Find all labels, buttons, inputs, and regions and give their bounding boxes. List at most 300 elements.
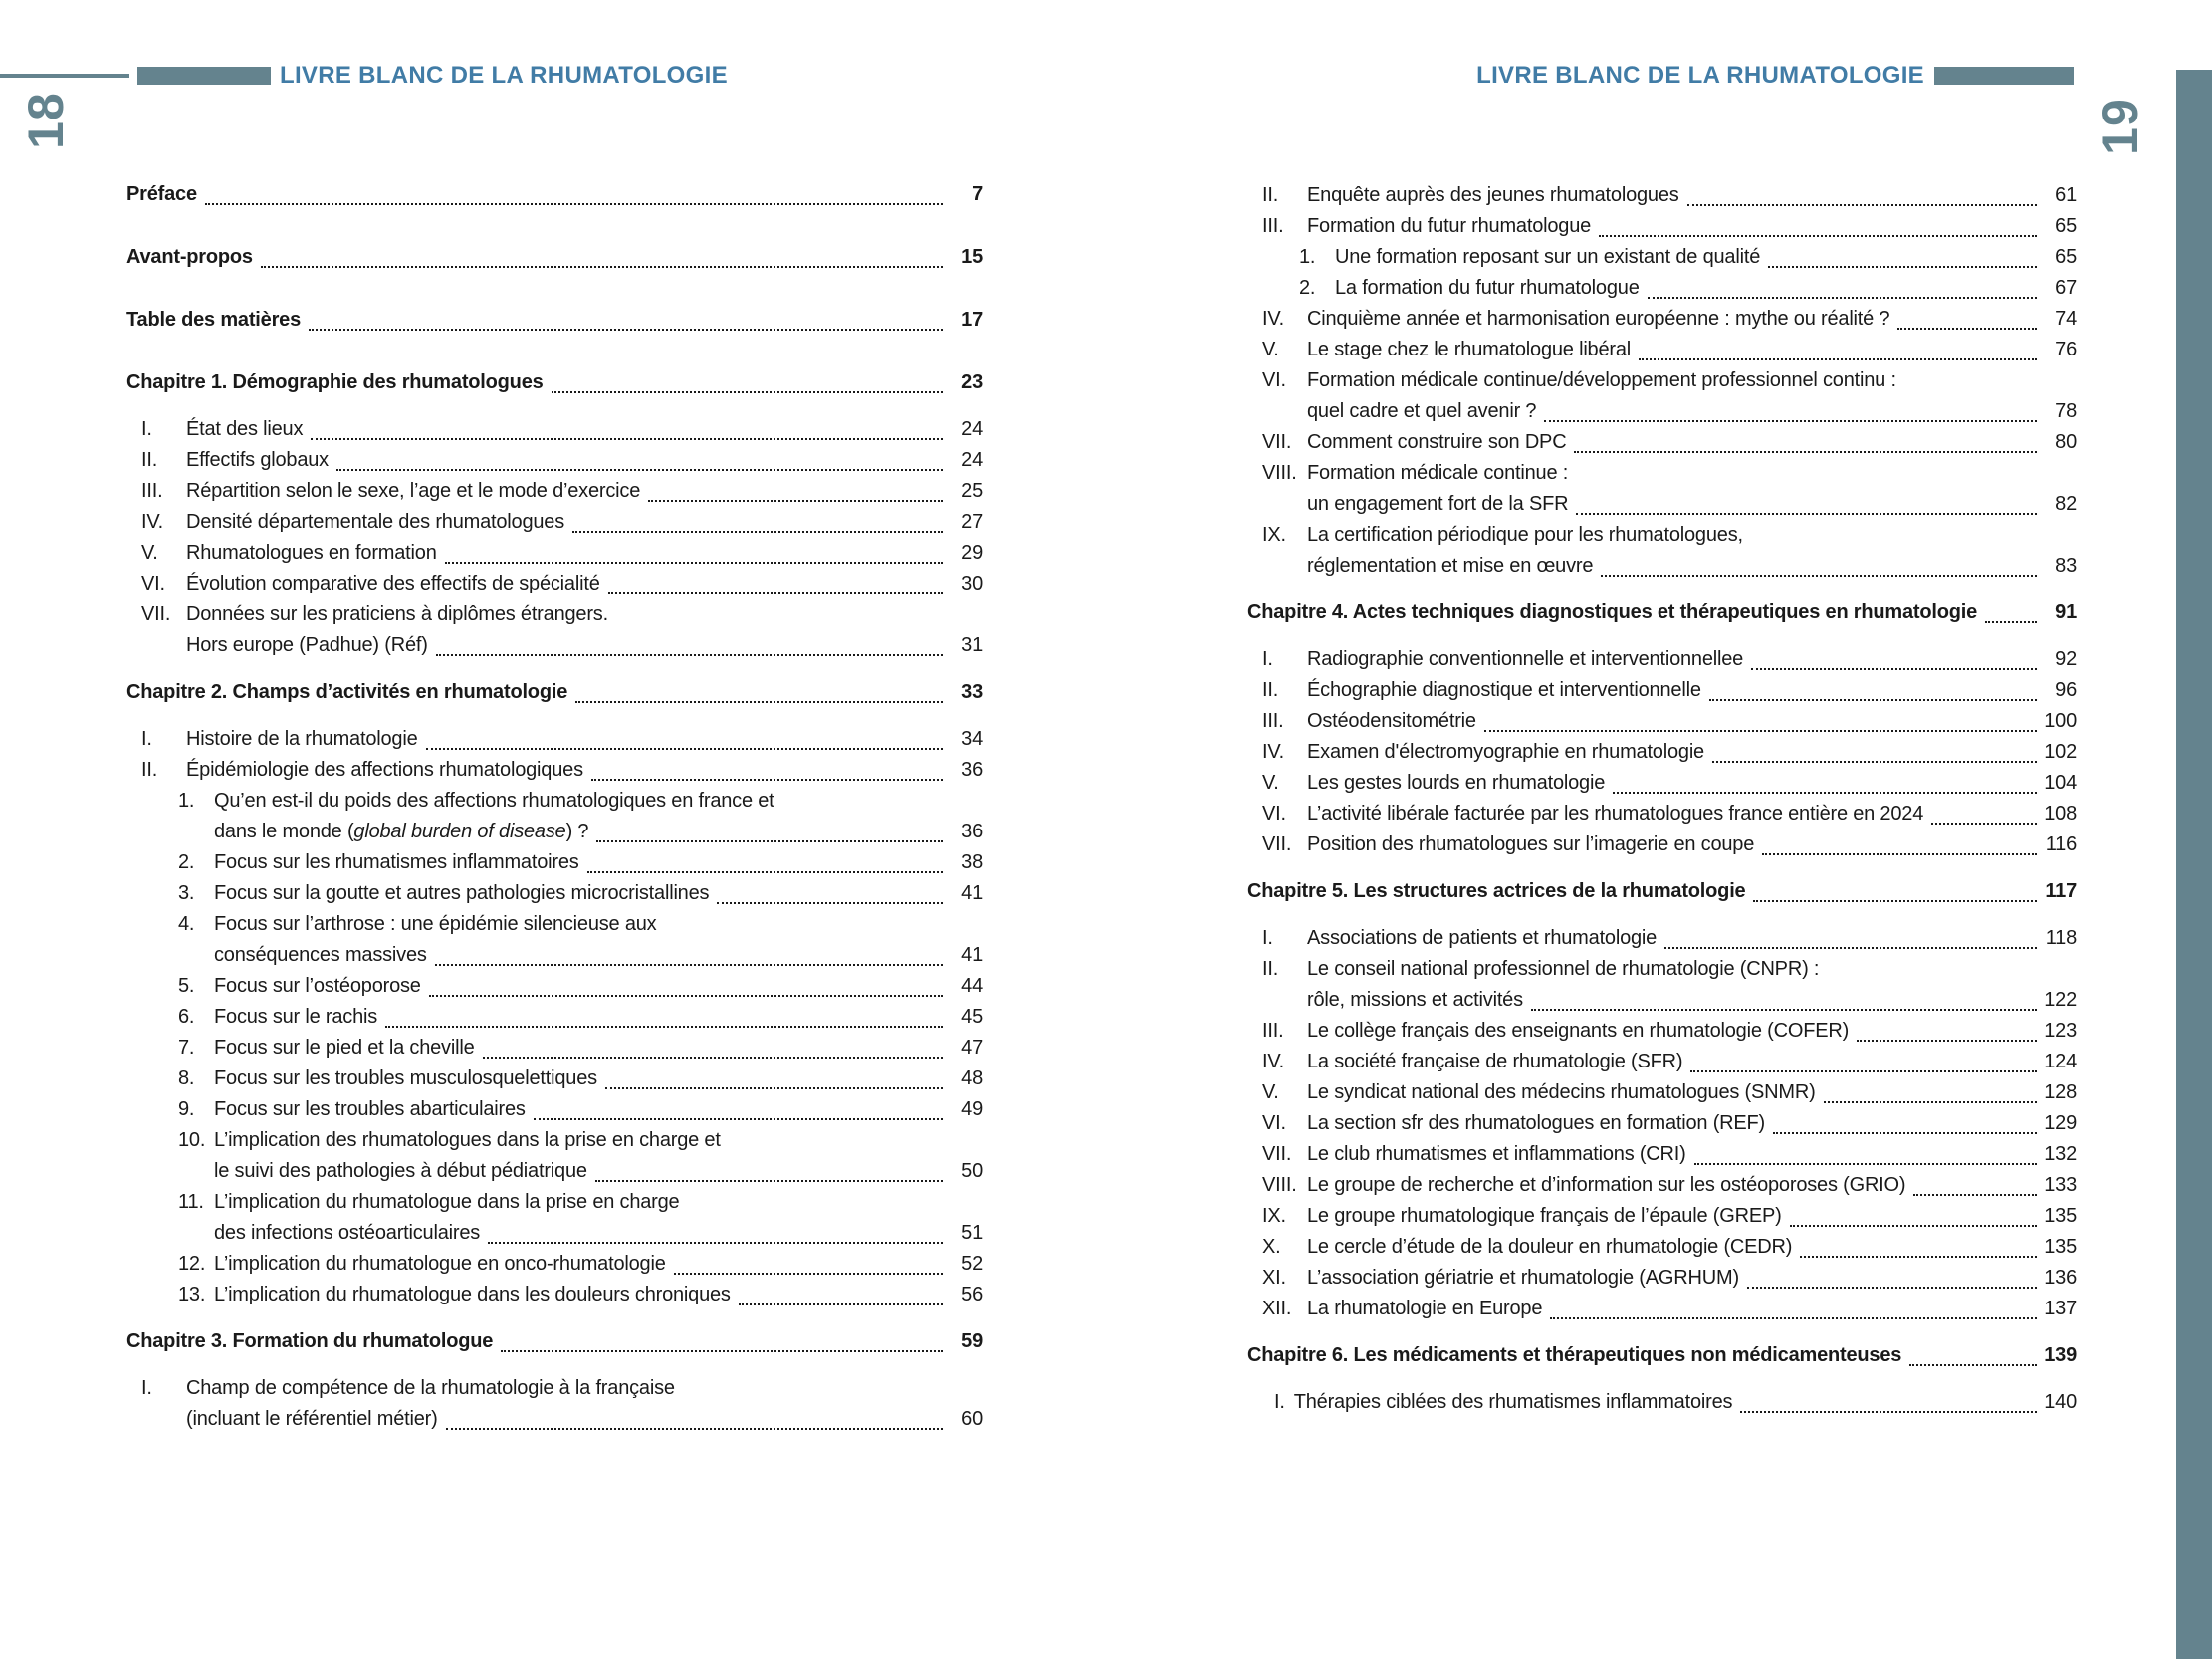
toc-item-entry[interactable] [126,507,983,538]
toc-item-entry[interactable] [126,724,983,755]
dotted-leader [488,1242,943,1244]
toc-line [1247,768,2077,799]
toc-item-entry[interactable] [1247,923,2077,954]
entry-title: Formation du futur rhumatologue [1307,215,1592,237]
entry-title: Chapitre 6. Les médicaments et thérapeutiques non médicamenteuses [1247,1344,1902,1366]
entry-title: Position des rhumatologues sur l’imagerie en coupe [1307,833,1755,855]
entry-numeral: 10. [178,1129,206,1151]
entry-numeral: 7. [178,1037,195,1059]
entry-numeral: IV. [1262,741,1285,763]
entry-title: Répartition selon le sexe, l’age et le mode d’exercice [186,480,641,502]
entry-page-number: 133 [2044,1174,2077,1196]
toc-line [1247,180,2077,211]
entry-title: Effectifs globaux [186,449,329,471]
toc-chapter-entry[interactable] [1247,597,2077,628]
dotted-leader [1550,1317,2037,1319]
dotted-leader [1753,900,2037,902]
toc-line [126,1249,983,1280]
dotted-leader [591,779,943,781]
entry-numeral: VI. [1262,1112,1286,1134]
dotted-leader [501,1350,943,1352]
entry-page-number: 36 [961,759,983,781]
toc-line [1247,830,2077,860]
toc-chapter-entry[interactable] [126,677,983,708]
dotted-leader [1712,761,2037,763]
toc-line [126,1187,983,1218]
dotted-leader [1762,853,2037,855]
toc-line [1247,706,2077,737]
entry-page-number: 36 [961,821,983,842]
entry-page-number: 104 [2044,772,2077,794]
entry-title: Le collège français des enseignants en rhumatologie (COFER) [1307,1020,1850,1042]
dotted-leader [1909,1364,2037,1366]
entry-page-number: 7 [972,183,983,205]
toc-line [126,909,983,940]
entry-title: Focus sur le rachis [214,1006,378,1028]
entry-page-number: 34 [961,728,983,750]
toc-item-entry[interactable] [126,1249,983,1280]
dotted-leader [446,1428,943,1430]
entry-title: Examen d'électromyographie en rhumatologie [1307,741,1704,763]
running-title-right: LIVRE BLANC DE LA RHUMATOLOGIE [1476,62,1924,89]
toc-item-entry[interactable] [126,971,983,1002]
dotted-leader [1857,1040,2037,1042]
entry-numeral: V. [1262,772,1279,794]
page-number-right: 19 [2093,98,2148,155]
toc-line [1247,396,2077,427]
dotted-leader [1824,1101,2037,1103]
dotted-leader [311,438,943,440]
entry-title: Formation médicale continue : [1307,462,1569,484]
entry-numeral: III. [1262,710,1284,732]
entry-numeral: III. [1262,1020,1284,1042]
entry-title: Épidémiologie des affections rhumatologiques [186,759,583,781]
toc-line [126,940,983,971]
entry-numeral: XII. [1262,1298,1292,1319]
entry-numeral: II. [141,449,158,471]
entry-page-number: 76 [2055,339,2077,360]
entry-page-number: 29 [961,542,983,564]
entry-numeral: VI. [141,573,165,594]
toc-item-entry[interactable] [1247,954,2077,1016]
entry-page-number: 123 [2044,1020,2077,1042]
dotted-leader [309,329,943,331]
entry-title: La rhumatologie en Europe [1307,1298,1543,1319]
entry-title: Focus sur les rhumatismes inflammatoires [214,851,579,873]
entry-title: L’implication des rhumatologues dans la prise en charge et [214,1129,721,1151]
header-bar-left [137,67,271,85]
entry-page-number: 23 [961,371,983,393]
toc-line [126,1094,983,1125]
toc-item-entry[interactable] [126,878,983,909]
entry-page-number: 135 [2044,1236,2077,1258]
toc-item-entry[interactable] [1247,799,2077,830]
toc-item-entry[interactable] [1247,1232,2077,1263]
dotted-leader [483,1057,943,1059]
toc-left-page [126,179,983,1435]
toc-item-entry[interactable] [1247,242,2077,273]
entry-title: Comment construire son DPC [1307,431,1567,453]
dotted-leader [605,1087,943,1089]
entry-numeral: XI. [1262,1267,1286,1289]
entry-numeral: I. [1262,648,1273,670]
entry-title: Qu’en est-il du poids des affections rhumatologiques en france et [214,790,774,812]
entry-page-number: 25 [961,480,983,502]
dotted-leader [595,1180,943,1182]
entry-page-number: 31 [961,634,983,656]
dotted-leader [205,203,943,205]
dotted-leader [1576,513,2037,515]
toc-item-entry[interactable] [126,1094,983,1125]
toc-front-entry[interactable] [126,242,983,273]
entry-page-number: 102 [2044,741,2077,763]
entry-title: Cinquième année et harmonisation européenne : mythe ou réalité ? [1307,308,1890,330]
toc-item-entry[interactable] [1247,1016,2077,1047]
toc-line [1247,1201,2077,1232]
entry-numeral: X. [1262,1236,1281,1258]
entry-page-number: 78 [2055,400,2077,422]
entry-title: Préface [126,183,197,205]
dotted-leader [717,902,943,904]
toc-item-entry[interactable] [126,538,983,569]
toc-item-entry[interactable] [126,445,983,476]
toc-item-entry[interactable] [126,1125,983,1187]
entry-title: Une formation reposant sur un existant de qualité [1335,246,1761,268]
entry-numeral: VIII. [1262,462,1297,484]
toc-line [126,971,983,1002]
toc-line [126,677,983,708]
toc-line [126,1033,983,1064]
entry-numeral: IX. [1262,1205,1286,1227]
entry-page-number: 44 [961,975,983,997]
toc-item-entry[interactable] [1247,335,2077,365]
entry-page-number: 92 [2055,648,2077,670]
entry-page-number: 27 [961,511,983,533]
dotted-leader [1790,1225,2037,1227]
toc-line [1247,876,2077,907]
entry-page-number: 135 [2044,1205,2077,1227]
toc-item-entry[interactable] [1247,1387,2077,1418]
toc-line [1247,489,2077,520]
toc-item-entry[interactable] [1247,520,2077,582]
entry-numeral: IV. [141,511,164,533]
entry-title: Associations de patients et rhumatologie [1307,927,1658,949]
toc-line [126,1156,983,1187]
toc-chapter-entry[interactable] [126,367,983,398]
entry-numeral: 5. [178,975,195,997]
dotted-leader [1687,204,2037,206]
entry-numeral: V. [1262,339,1279,360]
entry-page-number: 33 [961,681,983,703]
entry-numeral: V. [141,542,158,564]
entry-page-number: 51 [961,1222,983,1244]
toc-item-entry[interactable] [1247,458,2077,520]
entry-title: L’association gériatrie et rhumatologie (AGRHUM) [1307,1267,1739,1289]
entry-title: Focus sur l’arthrose : une épidémie silencieuse aux [214,913,657,935]
toc-line [1247,551,2077,582]
entry-title: Ostéodensitométrie [1307,710,1476,732]
entry-page-number: 122 [2044,989,2077,1011]
toc-line [1247,1263,2077,1294]
toc-line [126,1064,983,1094]
toc-item-entry[interactable] [126,1002,983,1033]
dotted-leader [1574,451,2037,453]
entry-title: Enquête auprès des jeunes rhumatologues [1307,184,1679,206]
entry-title: Avant-propos [126,246,253,268]
dotted-leader [1773,1132,2037,1134]
toc-chapter-entry[interactable] [1247,1340,2077,1371]
toc-item-entry[interactable] [1247,1139,2077,1170]
entry-page-number: 30 [961,573,983,594]
entry-title: L’implication du rhumatologue dans les douleurs chroniques [214,1284,731,1305]
toc-line [126,724,983,755]
entry-page-number: 59 [961,1330,983,1352]
toc-item-entry[interactable] [126,1280,983,1310]
toc-line [1247,737,2077,768]
dotted-leader [674,1273,943,1275]
toc-item-entry[interactable] [126,1187,983,1249]
entry-page-number: 132 [2044,1143,2077,1165]
toc-line [126,630,983,661]
dotted-leader [1985,621,2037,623]
entry-page-number: 80 [2055,431,2077,453]
entry-numeral: 4. [178,913,195,935]
toc-item-entry[interactable] [126,1033,983,1064]
toc-item-entry[interactable] [1247,427,2077,458]
dotted-leader [1613,792,2037,794]
toc-item-entry[interactable] [1247,706,2077,737]
toc-line [126,445,983,476]
entry-title: La section sfr des rhumatologues en formation (REF) [1307,1112,1766,1134]
entry-title: réglementation et mise en œuvre [1307,555,1594,577]
entry-title: Thérapies ciblées des rhumatismes inflammatoires [1293,1391,1733,1413]
toc-chapter-entry[interactable] [1247,876,2077,907]
toc-line [1247,365,2077,396]
entry-numeral: III. [141,480,163,502]
toc-item-entry[interactable] [1247,737,2077,768]
toc-item-entry[interactable] [126,1064,983,1094]
dotted-leader [1544,420,2037,422]
entry-numeral: II. [1262,958,1279,980]
entry-title: État des lieux [186,418,304,440]
entry-numeral: VI. [1262,803,1286,825]
toc-line [1247,799,2077,830]
toc-line [126,878,983,909]
toc-item-entry[interactable] [126,755,983,786]
entry-numeral: 12. [178,1253,206,1275]
entry-title: La société française de rhumatologie (SFR) [1307,1051,1683,1072]
dotted-leader [1768,266,2037,268]
toc-item-entry[interactable] [126,599,983,661]
header-bar-right [1934,67,2074,85]
dotted-leader [1747,1287,2037,1289]
toc-item-entry[interactable] [1247,1294,2077,1324]
dotted-leader [1664,947,2037,949]
toc-item-entry[interactable] [1247,1263,2077,1294]
toc-item-entry[interactable] [126,786,983,847]
entry-title: Le cercle d’étude de la douleur en rhumatologie (CEDR) [1307,1236,1793,1258]
entry-numeral: VIII. [1262,1174,1297,1196]
toc-line [1247,1047,2077,1077]
entry-title: Le club rhumatismes et inflammations (CRI) [1307,1143,1686,1165]
toc-front-entry[interactable] [126,179,983,210]
toc-item-entry[interactable] [1247,768,2077,799]
toc-line [126,1326,983,1357]
toc-right-page [1247,180,2077,1418]
toc-line [1247,1108,2077,1139]
dotted-leader [1599,235,2037,237]
entry-title: (incluant le référentiel métier) [186,1408,438,1430]
toc-item-entry[interactable] [1247,1108,2077,1139]
entry-page-number: 50 [961,1160,983,1182]
entry-page-number: 61 [2055,184,2077,206]
entry-page-number: 65 [2055,246,2077,268]
dotted-leader [648,500,943,502]
entry-page-number: 128 [2044,1081,2077,1103]
toc-item-entry[interactable] [126,847,983,878]
toc-item-entry[interactable] [1247,1077,2077,1108]
entry-numeral: VII. [1262,833,1292,855]
entry-numeral: IV. [1262,1051,1285,1072]
entry-page-number: 117 [2045,880,2077,902]
entry-numeral: IV. [1262,308,1285,330]
toc-line [1247,1139,2077,1170]
toc-front-entry[interactable] [126,305,983,336]
entry-page-number: 52 [961,1253,983,1275]
toc-line [126,305,983,336]
entry-page-number: 56 [961,1284,983,1305]
toc-item-entry[interactable] [126,414,983,445]
entry-title: Les gestes lourds en rhumatologie [1307,772,1606,794]
entry-numeral: VI. [1262,369,1286,391]
toc-line [1247,335,2077,365]
toc-item-entry[interactable] [126,476,983,507]
toc-line [126,817,983,847]
toc-item-entry[interactable] [1247,273,2077,304]
entry-page-number: 124 [2044,1051,2077,1072]
dotted-leader [445,562,943,564]
entry-title: La certification périodique pour les rhumatologues, [1307,524,1743,546]
entry-page-number: 83 [2055,555,2077,577]
dotted-leader [1800,1256,2037,1258]
entry-title: Histoire de la rhumatologie [186,728,418,750]
entry-page-number: 15 [961,246,983,268]
toc-item-entry[interactable] [1247,1201,2077,1232]
toc-line [126,755,983,786]
entry-title: des infections ostéoarticulaires [214,1222,481,1244]
entry-title: Rhumatologues en formation [186,542,437,564]
toc-item-entry[interactable] [1247,1170,2077,1201]
entry-title: Le groupe de recherche et d’information sur les ostéoporoses (GRIO) [1307,1174,1906,1196]
entry-page-number: 82 [2055,493,2077,515]
entry-title: Hors europe (Padhue) (Réf) [186,634,428,656]
toc-line [126,367,983,398]
toc-line [1247,520,2077,551]
toc-item-entry[interactable] [126,1373,983,1435]
entry-page-number: 24 [961,418,983,440]
toc-line [126,476,983,507]
entry-numeral: VII. [1262,431,1292,453]
entry-numeral: 2. [178,851,195,873]
entry-numeral: I. [1274,1391,1285,1413]
toc-item-entry[interactable] [1247,304,2077,335]
toc-line [126,538,983,569]
entry-title: Formation médicale continue/développement professionnel continu : [1307,369,1896,391]
toc-item-entry[interactable] [1247,180,2077,211]
entry-title: Radiographie conventionnelle et interventionnellee [1307,648,1744,670]
toc-line [1247,985,2077,1016]
entry-page-number: 116 [2045,833,2077,855]
entry-page-number: 139 [2044,1344,2077,1366]
dotted-leader [1601,575,2037,577]
toc-line [1247,273,2077,304]
entry-page-number: 47 [961,1037,983,1059]
toc-line [1247,211,2077,242]
toc-chapter-entry[interactable] [126,1326,983,1357]
dotted-leader [261,266,943,268]
toc-item-entry[interactable] [1247,365,2077,427]
entry-title: Chapitre 5. Les structures actrices de la rhumatologie [1247,880,1746,902]
toc-line [126,569,983,599]
entry-page-number: 67 [2055,277,2077,299]
entry-numeral: I. [141,1377,152,1399]
entry-title: Données sur les praticiens à diplômes étrangers. [186,603,608,625]
entry-numeral: 1. [178,790,195,812]
toc-line [1247,1232,2077,1263]
toc-item-entry[interactable] [1247,830,2077,860]
entry-page-number: 41 [961,882,983,904]
dotted-leader [596,840,943,842]
dotted-leader [426,748,943,750]
dotted-leader [435,964,943,966]
toc-item-entry[interactable] [1247,675,2077,706]
entry-page-number: 24 [961,449,983,471]
toc-line [126,414,983,445]
entry-numeral: I. [141,418,152,440]
entry-title: dans le monde (global burden of disease) ? [214,821,589,842]
toc-line [1247,1340,2077,1371]
entry-numeral: II. [1262,679,1279,701]
toc-line [1247,923,2077,954]
entry-page-number: 45 [961,1006,983,1028]
toc-line [126,1404,983,1435]
entry-page-number: 140 [2044,1391,2077,1413]
entry-numeral: 8. [178,1067,195,1089]
toc-item-entry[interactable] [1247,644,2077,675]
toc-line [1247,1016,2077,1047]
toc-item-entry[interactable] [1247,1047,2077,1077]
toc-line [1247,1387,2077,1418]
entry-numeral: 13. [178,1284,206,1305]
toc-item-entry[interactable] [126,909,983,971]
entry-numeral: I. [141,728,152,750]
entry-page-number: 17 [961,309,983,331]
toc-item-entry[interactable] [1247,211,2077,242]
entry-title: le suivi des pathologies à début pédiatrique [214,1160,587,1182]
toc-item-entry[interactable] [126,569,983,599]
entry-title: Focus sur la goutte et autres pathologies microcristallines [214,882,710,904]
entry-page-number: 91 [2055,601,2077,623]
toc-line [1247,1294,2077,1324]
entry-title: Focus sur les troubles abarticulaires [214,1098,526,1120]
dotted-leader [1648,297,2037,299]
entry-title: L’activité libérale facturée par les rhumatologues france entière en 2024 [1307,803,1924,825]
entry-title: conséquences massives [214,944,427,966]
entry-numeral: 3. [178,882,195,904]
entry-numeral: VII. [141,603,171,625]
entry-numeral: II. [1262,184,1279,206]
dotted-leader [336,469,943,471]
